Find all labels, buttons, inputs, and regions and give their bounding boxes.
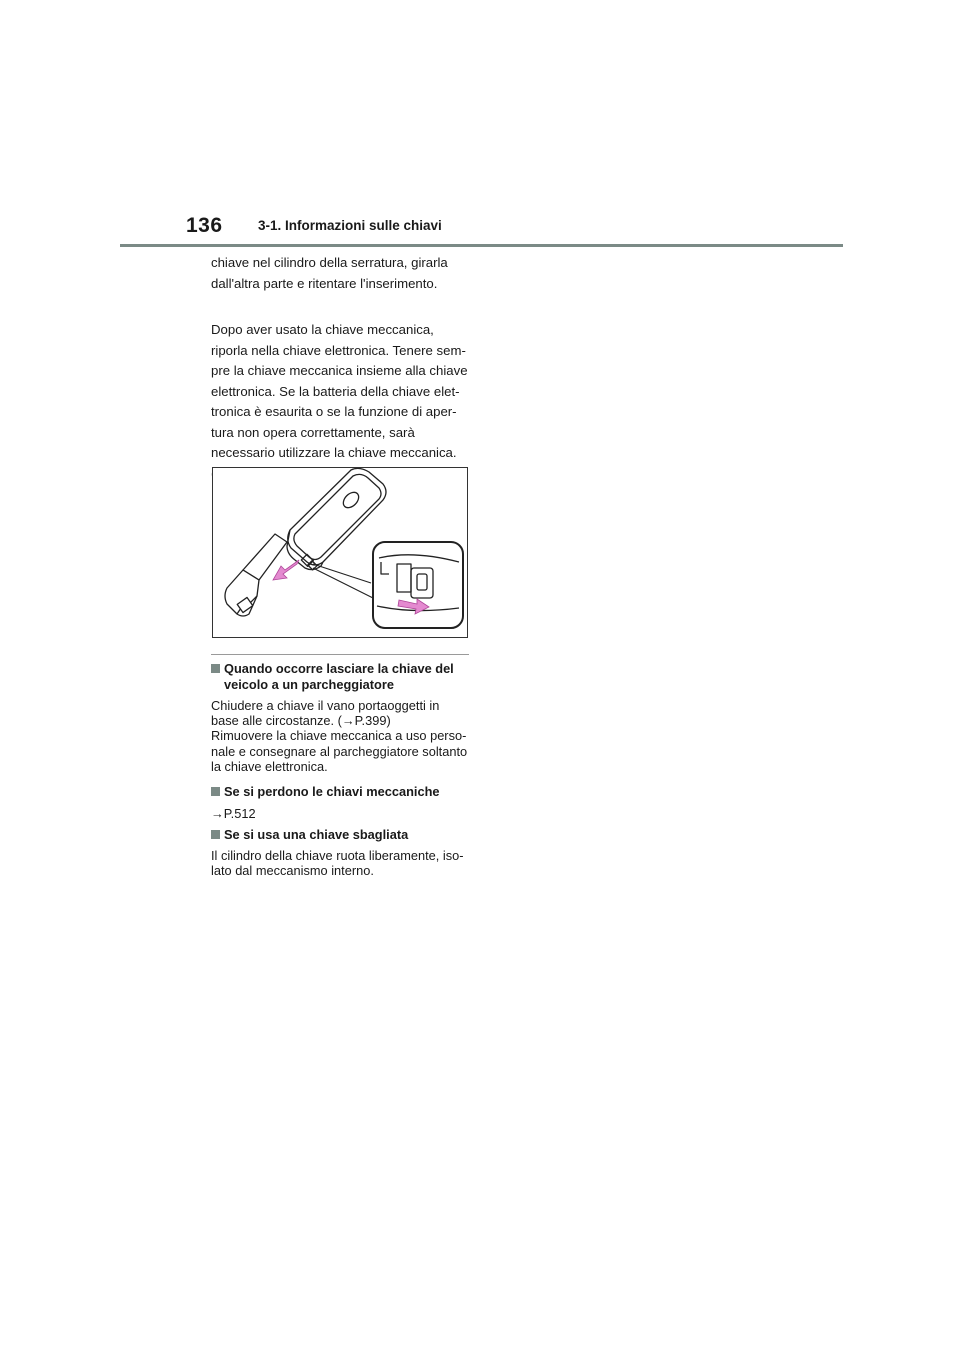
text-line: Rimuovere la chiave meccanica a uso perso-: [211, 728, 467, 744]
text-line: Chiudere a chiave il vano portaoggetti in: [211, 698, 440, 713]
paragraph-mechanical-key: [211, 320, 473, 484]
key-illustration: [212, 467, 468, 638]
text-line: lato dal meccanismo interno.: [211, 863, 374, 879]
text-line: la chiave elettronica.: [211, 758, 328, 774]
text-line: Dopo aver usato la chiave meccanica,: [211, 322, 434, 337]
heading-line: Quando occorre lasciare la chiave del: [224, 661, 454, 676]
square-bullet-icon: [211, 830, 220, 839]
text-line: pre la chiave meccanica insieme alla chiave: [211, 363, 468, 378]
note-heading-lost-keys: [211, 784, 473, 800]
text-line: tura non opera correttamente, sarà: [211, 424, 415, 440]
page-reference-link[interactable]: base alle circostanze. (→P.399): [211, 713, 391, 729]
heading-line: veicolo a un parcheggiatore: [224, 676, 394, 692]
key-illustration-svg: [213, 468, 467, 637]
notes-separator: [211, 654, 469, 655]
note-body-wrong-key: [211, 848, 473, 878]
paragraph-continued: [211, 253, 473, 294]
note-heading-wrong-key: [211, 827, 473, 843]
heading-line: Se si usa una chiave sbagliata: [224, 827, 409, 842]
note-heading-valet: [211, 661, 473, 692]
text-line: riporla nella chiave elettronica. Tenere sem-: [211, 342, 466, 358]
heading-line: Se si perdono le chiavi meccaniche: [224, 784, 440, 799]
text-line: necessario utilizzare la chiave meccanica.: [211, 445, 457, 460]
section-title: 3-1. Informazioni sulle chiavi: [258, 218, 442, 233]
header-rule: [120, 244, 843, 247]
text-line: Il cilindro della chiave ruota liberamente, iso-: [211, 848, 464, 863]
note-body-lost-keys: [211, 806, 473, 821]
pull-out-arrow-icon: [273, 560, 299, 580]
note-body-valet: [211, 698, 473, 774]
text-line: dall'altra parte e ritentare l'inserimento.: [211, 275, 438, 291]
page-reference-link[interactable]: →P.512: [211, 806, 256, 821]
text-line: nale e consegnare al parcheggiatore soltanto: [211, 743, 468, 759]
square-bullet-icon: [211, 664, 220, 673]
text-line: elettronica. Se la batteria della chiave elet-: [211, 383, 460, 399]
square-bullet-icon: [211, 787, 220, 796]
page-number: 136: [186, 214, 223, 237]
text-line: chiave nel cilindro della serratura, girarla: [211, 255, 448, 270]
text-line: tronica è esaurita o se la funzione di aper-: [211, 404, 457, 419]
